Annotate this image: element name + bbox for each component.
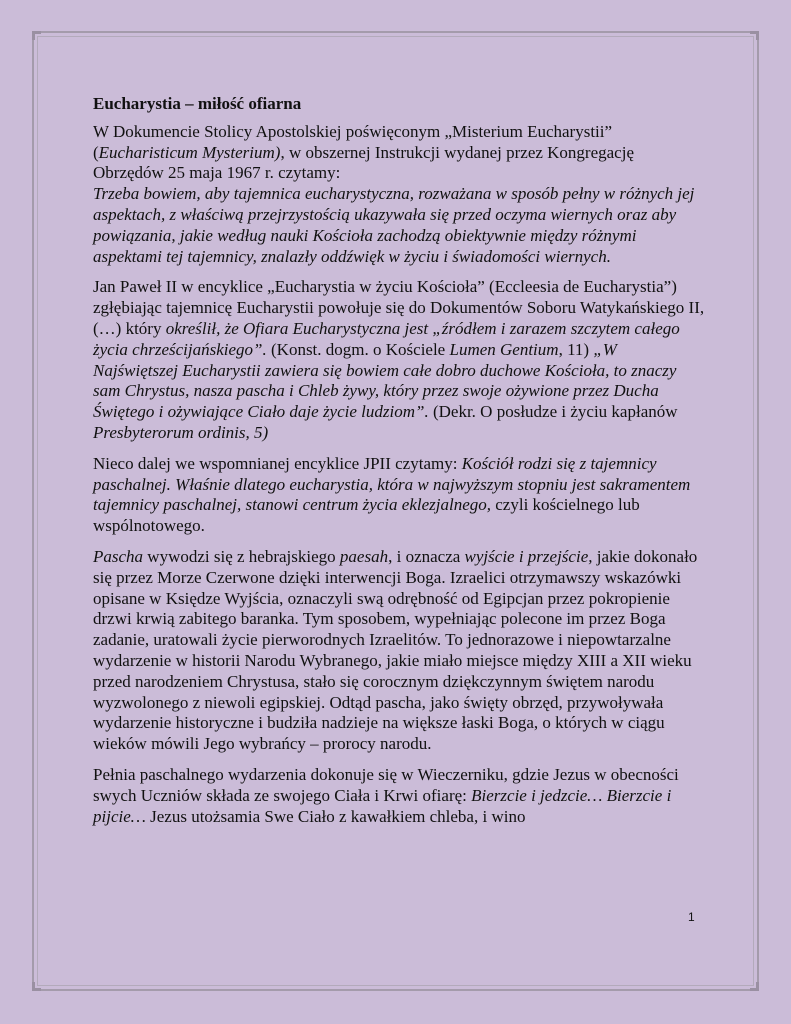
border-corner-top-left [32, 31, 41, 40]
italic-text: „W Najświętszej Eucharystii zawiera się bowiem całe dobro duchowe Kościoła, to znaczy sam Chrystus, nasza pascha i Chleb żywy, który przez swoje ożywione przez Ducha Świętego i ożywiające Ciało daje życie ludziom”. [93, 339, 677, 422]
text-segment: (Dekr. O posłudze i życiu kapłanów [428, 402, 678, 422]
italic-text: Eucharisticum Mysterium) [98, 142, 281, 162]
italic-text: Presbyterorum ordinis, 5) [93, 422, 269, 442]
text-segment: , i oznacza [388, 546, 465, 566]
italic-text: wyjście i przejście, [464, 546, 593, 566]
text-segment: Jezus utożsamia Swe Ciało z kawałkiem chleba, i wino [145, 806, 526, 826]
text-segment: (Konst. dogm. o Kościele [266, 339, 450, 359]
text-segment: Nieco dalej we wspomnianej encyklice JPII czytamy: [93, 453, 462, 473]
text-segment: Pełnia paschalnego wydarzenia dokonuje się w Wieczerniku, gdzie Jezus w obecności swych Uczniów składa ze swojego Ciała i Krwi ofiarę: [93, 764, 679, 805]
page-number: 1 [688, 910, 695, 924]
italic-text: określił, że Ofiara Eucharystyczna jest „źródłem i zarazem szczytem całego życia chrześcijańskiego”. [93, 318, 680, 359]
text-segment: Jan Paweł II w encyklice „Eucharystia w życiu Kościoła” (Eccleesia de Eucharystia”) zgłębiając tajemnicę Eucharystii powołuje się do Dokumentów Soboru Watykańskiego II, (…) który [93, 277, 705, 338]
paragraph [93, 122, 705, 268]
text-segment: , 11) [558, 339, 594, 359]
border-corner-bottom-left [32, 982, 41, 991]
paragraph-list [93, 122, 705, 828]
paragraph [93, 454, 705, 537]
paragraph [93, 277, 705, 443]
text-segment: czyli kościelnego lub wspólnotowego. [93, 495, 640, 536]
paragraph [93, 765, 705, 827]
text-segment: wywodzi się z hebrajskiego [143, 546, 340, 566]
italic-text: Pascha [93, 546, 144, 566]
italic-text: Kościół rodzi się z tajemnicy paschalnej. Właśnie dlatego eucharystia, która w najwyższym stopniu jest sakramentem tajemnicy paschalnej, stanowi centrum życia eklezjalnego, [93, 453, 691, 515]
text-segment: jakie dokonało się przez Morze Czerwone dzięki interwencji Boga. Izraelici otrzymawszy wskazówki opisane w Księdze Wyjścia, oznaczyli swą odrębność od Egipcjan przez pokropienie drzwi krwią zabitego baranka. Tym sposobem, wypełniając polecone im przez Boga zadanie, uratowali życie pierworodnych Izraelitów. To jednorazowe i niepowtarzalne wydarzenie w historii Narodu Wybranego, jakie miało miejsce między XIII a XII wieku przed narodzeniem Chrystusa, stało się corocznym dziękczynnym świętem narodu wyzwolonego z niewoli egipskiej. Odtąd pascha, jako święty obrzęd, przywoływała wydarzenie historyczne i budziła nadzieje na większe łaski Boga, o których w ciągu wieków mówili Jego wybrańcy – prorocy narodu. [93, 546, 698, 754]
italic-text: Lumen Gentium [449, 339, 559, 359]
document-title: Eucharystia – miłość ofiarna [93, 94, 302, 113]
paragraph [93, 547, 705, 755]
italic-text: paesah [339, 546, 389, 566]
border-corner-top-right [750, 31, 759, 40]
italic-text: Bierzcie i jedzcie… Bierzcie i pijcie… [93, 785, 672, 826]
text-segment: , w obszernej Instrukcji wydanej przez Kongregację Obrzędów 25 maja 1967 r. czytamy: [93, 142, 634, 183]
italic-text: Trzeba bowiem, aby tajemnica eucharystyczna, rozważana w sposób pełny w różnych jej aspektach, z właściwą przejrzystością ukazywała się przed oczyma wiernych oraz aby powiązania, jakie według nauki Kościoła zachodzą obiektywnie między różnymi aspektami tej tajemnicy, znalazły oddźwięk w życiu i świadomości wiernych. [93, 184, 695, 266]
document-body [93, 94, 705, 837]
border-corner-bottom-right [750, 982, 759, 991]
text-segment: W Dokumencie Stolicy Apostolskiej poświęconym „Misterium Eucharystii” ( [93, 121, 613, 162]
